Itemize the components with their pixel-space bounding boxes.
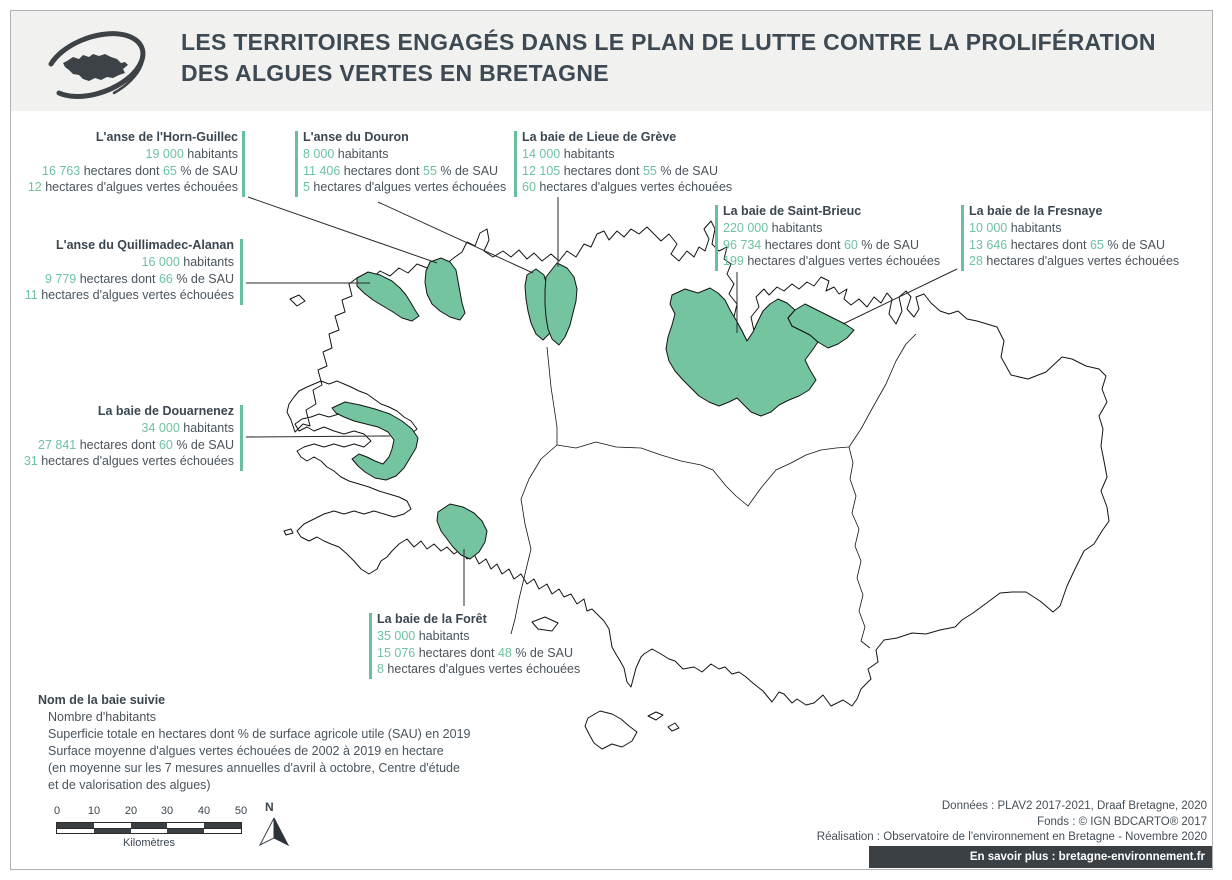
legend-line: et de valorisation des algues) — [48, 778, 211, 792]
territory-label-foret — [377, 611, 580, 678]
territory-label-fresnaye — [969, 203, 1179, 270]
territory-habitants: 8 000 habitants — [303, 146, 389, 161]
territory-name: La baie de la Fresnaye — [969, 204, 1103, 218]
territory-label-bar — [295, 131, 298, 197]
scale-tick: 20 — [124, 805, 138, 817]
territory-label-bar — [961, 205, 964, 271]
territory-algues: 12 hectares d'algues vertes échouées — [27, 180, 238, 195]
territory-habitants: 10 000 habitants — [969, 220, 1062, 235]
credits-realisation: Réalisation : Observatoire de l'environnement en Bretagne - Novembre 2020 — [816, 831, 1207, 843]
island-belle-ile — [585, 711, 637, 749]
info-bar-text: En savoir plus : bretagne-environnement.fr — [969, 851, 1205, 863]
island-houat — [648, 712, 663, 720]
scale-bar — [56, 822, 242, 834]
title-line-2: DES ALGUES VERTES EN BRETAGNE — [181, 60, 609, 86]
territory-habitants: 220 000 habitants — [723, 220, 823, 235]
territory-name: La baie de Saint-Brieuc — [723, 204, 862, 218]
credits-data-source: Données : PLAV2 2017-2021, Draaf Bretagne, 2020 — [941, 800, 1207, 812]
territory-name: L'anse du Douron — [303, 130, 409, 144]
territory-habitants: 19 000 habitants — [145, 146, 238, 161]
legend-line: (en moyenne sur les 7 mesures annuelles d'avril à octobre, Centre d'étude — [48, 761, 460, 775]
territory-algues: 11 hectares d'algues vertes échouées — [24, 288, 234, 303]
territory-surface: 13 646 hectares dont 65 % de SAU — [969, 237, 1165, 252]
scale-unit-label: Kilomètres — [123, 837, 175, 849]
territory-algues: 60 hectares d'algues vertes échouées — [522, 180, 733, 195]
territory-label-bar — [242, 131, 245, 197]
territory-habitants: 16 000 habitants — [141, 254, 234, 269]
territory-name: La baie de Douarnenez — [97, 404, 234, 418]
territory-label-bar — [715, 205, 718, 271]
territory-habitants: 14 000 habitants — [522, 146, 615, 161]
legend-line: Surface moyenne d'algues vertes échouées de 2002 à 2019 en hectare — [48, 744, 444, 758]
territory-surface: 15 076 hectares dont 48 % de SAU — [377, 645, 573, 660]
territory-label-bar — [240, 405, 243, 471]
island-sein — [284, 529, 293, 535]
territory-label-horn-guillec — [10, 129, 238, 196]
scale-tick: 30 — [160, 805, 174, 817]
territory-surface: 16 763 hectares dont 65 % de SAU — [42, 163, 238, 178]
island-hoedic — [668, 723, 679, 731]
north-arrow-right — [274, 818, 288, 845]
territory-name: La baie de la Forêt — [377, 612, 487, 626]
territory-label-bar — [369, 613, 372, 679]
territory-surface: 9 779 hectares dont 66 % de SAU — [44, 271, 234, 286]
territory-label-quillimadec — [6, 237, 234, 304]
territory-label-lieue-de-greve — [522, 129, 732, 196]
territory-name: L'anse de l'Horn-Guillec — [95, 130, 238, 144]
legend — [38, 692, 470, 794]
credits-basemap: Fonds : © IGN BDCARTO® 2017 — [1037, 815, 1207, 828]
legend-line: Nombre d'habitants — [48, 710, 157, 724]
territory-algues: 28 hectares d'algues vertes échouées — [969, 254, 1180, 269]
territory-surface: 11 406 hectares dont 55 % de SAU — [303, 163, 499, 178]
island-ouessant — [290, 295, 305, 306]
territory-label-douarnenez — [6, 403, 234, 470]
territory-habitants: 35 000 habitants — [377, 628, 470, 643]
legend-line: Superficie totale en hectares dont % de surface agricole utile (SAU) en 2019 — [48, 727, 471, 741]
territory-surface: 96 734 hectares dont 60 % de SAU — [723, 237, 919, 252]
north-arrow — [252, 798, 302, 854]
territory-algues: 8 hectares d'algues vertes échouées — [377, 662, 581, 677]
scale-tick: 10 — [87, 805, 101, 817]
north-arrow-left — [260, 818, 274, 845]
info-bar — [869, 846, 1213, 868]
territory-algues: 199 hectares d'algues vertes échouées — [723, 254, 941, 269]
territory-habitants: 34 000 habitants — [141, 420, 234, 435]
territory-surface: 27 841 hectares dont 60 % de SAU — [38, 437, 234, 452]
territory-algues: 31 hectares d'algues vertes échouées — [23, 454, 234, 469]
territory-algues: 5 hectares d'algues vertes échouées — [303, 180, 507, 195]
leader-line-horn-guillec — [248, 197, 437, 263]
credits — [817, 799, 1207, 846]
territory-label-bar — [240, 239, 243, 305]
scale-tick: 40 — [197, 805, 211, 817]
scale-tick: 50 — [234, 805, 248, 817]
territory-name: La baie de Lieue de Grève — [522, 130, 677, 144]
legend-title: Nom de la baie suivie — [38, 693, 166, 707]
title-line-1: LES TERRITOIRES ENGAGÉS DANS LE PLAN DE LUTTE CONTRE LA PROLIFÉRATION — [181, 29, 1156, 55]
territory-label-bar — [514, 131, 517, 197]
territory-surface: 12 105 hectares dont 55 % de SAU — [522, 163, 718, 178]
north-letter: N — [265, 800, 274, 814]
scale-tick: 0 — [53, 805, 61, 817]
territory-name: L'anse du Quillimadec-Alanan — [55, 238, 234, 252]
territory-label-saint-brieuc — [723, 203, 940, 270]
territory-label-douron — [303, 129, 506, 196]
